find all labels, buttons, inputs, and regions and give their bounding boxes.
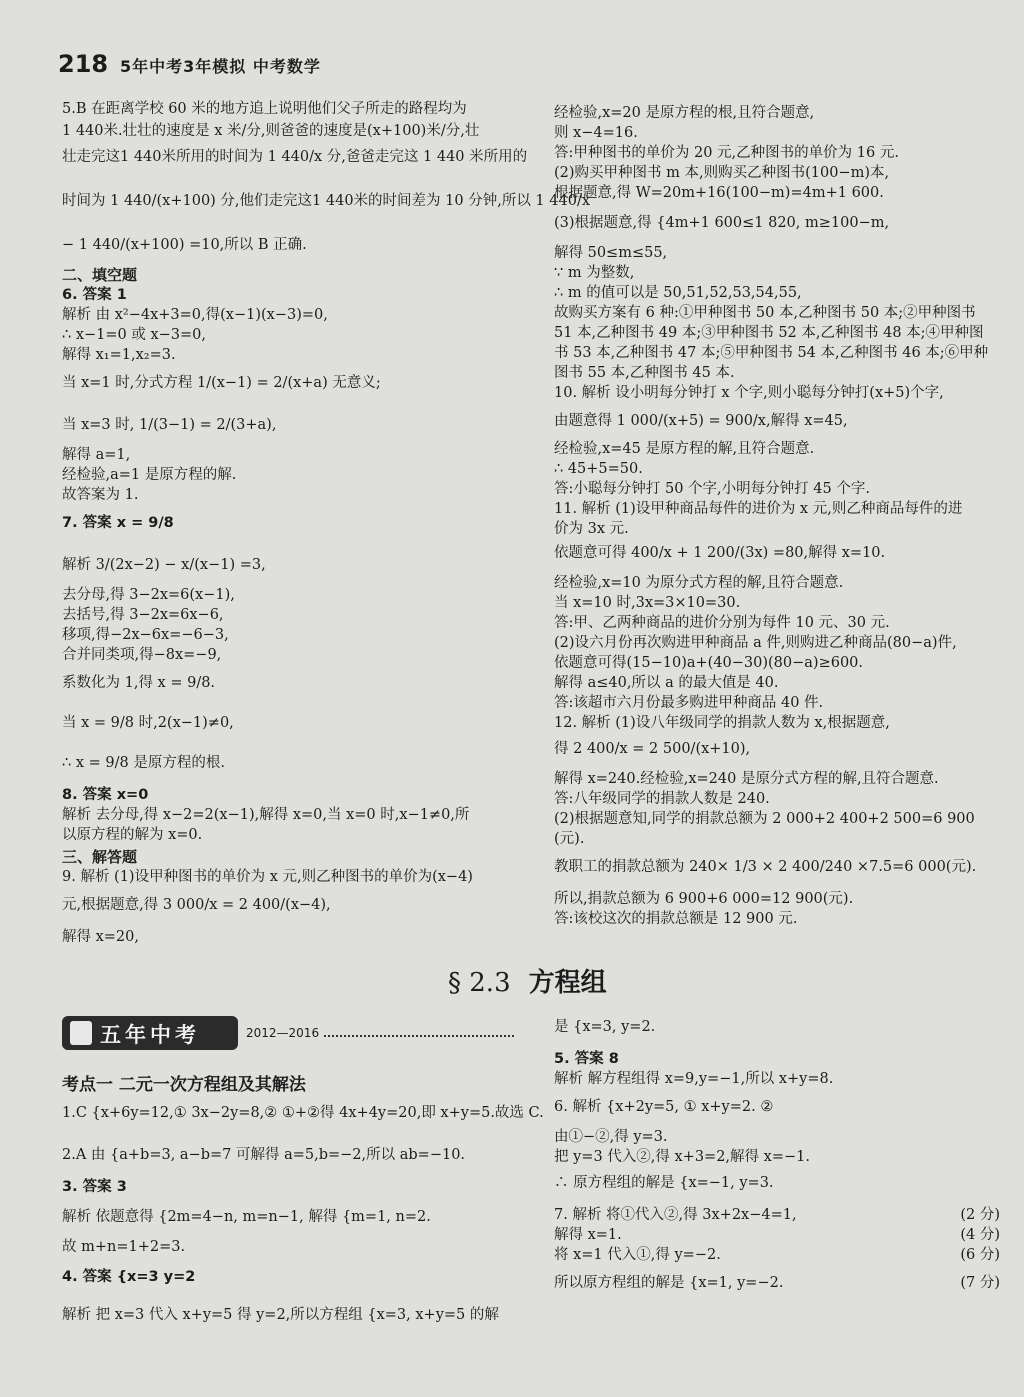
- text-line: ∴ m 的值可以是 50,51,52,53,54,55,: [554, 285, 802, 301]
- text-line: 经检验,x=45 是原方程的解,且符合题意.: [554, 441, 815, 457]
- solution-12: 12. 解析 (1)设八年级同学的捐款人数为 x,根据题意,: [554, 715, 890, 731]
- text-line: 解析 把 x=3 代入 x+y=5 得 y=2,所以方程组 {x=3, x+y=5 的解: [62, 1307, 499, 1323]
- text-line: − 1 440/(x+100) =10,所以 B 正确.: [62, 237, 307, 253]
- text-line: (2)根据题意知,同学的捐款总额为 2 000+2 400+2 500=6 900: [554, 811, 975, 827]
- text-line: 系数化为 1,得 x = 9/8.: [62, 675, 216, 691]
- section-number: § 2.3: [448, 968, 511, 998]
- text-line: 所以,捐款总额为 6 900+6 000=12 900(元).: [554, 891, 854, 907]
- text-line: 合并同类项,得−8x=−9,: [62, 647, 222, 663]
- text-line: 将 x=1 代入①,得 y=−2.: [554, 1247, 721, 1263]
- score-mark: (4 分): [960, 1227, 1000, 1243]
- text-line: 1 440米.壮壮的速度是 x 米/分,则爸爸的速度是(x+100)米/分,壮: [62, 123, 480, 139]
- text-line: 经检验,a=1 是原方程的解.: [62, 467, 237, 483]
- bottom-right-column: [554, 1018, 1000, 1308]
- text-line: 教职工的捐款总额为 240× 1/3 × 2 400/240 ×7.5=6 000(元).: [554, 859, 977, 875]
- text-line: 答:该超市六月份最多购进甲种商品 40 件.: [554, 695, 824, 711]
- topic-heading: 考点一 二元一次方程组及其解法: [62, 1075, 306, 1095]
- text-line: 书 53 本,乙种图书 47 本;⑤甲种图书 54 本,乙种图书 46 本;⑥甲种: [554, 345, 989, 361]
- text-line: 9. 解析 (1)设甲种图书的单价为 x 元,则乙种图书的单价为(x−4): [62, 869, 473, 885]
- answer-4: 4. 答案 {x=3 y=2: [62, 1269, 196, 1285]
- text-line: 根据题意,得 W=20m+16(100−m)=4m+1 600.: [554, 185, 884, 201]
- text-line: 答:该校这次的捐款总额是 12 900 元.: [554, 911, 798, 927]
- left-column: [62, 100, 591, 950]
- text-line: 则 x−4=16.: [554, 125, 638, 141]
- text-line: 2.A 由 {a+b=3, a−b=7 可解得 a=5,b=−2,所以 ab=−10.: [62, 1147, 466, 1163]
- text-line: 解得 50≤m≤55,: [554, 245, 668, 261]
- dotted-rule: [324, 1035, 514, 1037]
- answer-5: 5. 答案 8: [554, 1051, 619, 1067]
- bottom-left-column: [62, 1104, 544, 1344]
- score-mark: (6 分): [960, 1247, 1000, 1263]
- text-line: 由题意得 1 000/(x+5) = 900/x,解得 x=45,: [554, 413, 848, 429]
- text-line: (2)购买甲种图书 m 本,则购买乙种图书(100−m)本,: [554, 165, 890, 181]
- text-line: 依题意可得 400/x + 1 200/(3x) =80,解得 x=10.: [554, 545, 886, 561]
- text-line: 去分母,得 3−2x=6(x−1),: [62, 587, 235, 603]
- text-line: 得 2 400/x = 2 500/(x+10),: [554, 741, 751, 757]
- text-line: 当 x=1 时,分式方程 1/(x−1) = 2/(x+a) 无意义;: [62, 375, 381, 391]
- text-line: 当 x = 9/8 时,2(x−1)≠0,: [62, 715, 234, 731]
- score-mark: (7 分): [960, 1275, 1000, 1291]
- text-line: 解得 x=240.经检验,x=240 是原分式方程的解,且符合题意.: [554, 771, 939, 787]
- text-line: 5.B 在距离学校 60 米的地方追上说明他们父子所走的路程均为: [62, 101, 467, 117]
- text-line: 元,根据题意,得 3 000/x = 2 400/(x−4),: [62, 897, 331, 913]
- text-line: 故 m+n=1+2=3.: [62, 1239, 186, 1255]
- solution-11: 11. 解析 (1)设甲种商品每件的进价为 x 元,则乙种商品每件的进: [554, 501, 963, 517]
- text-line: 答:甲、乙两种商品的进价分别为每件 10 元、30 元.: [554, 615, 890, 631]
- text-line: ∴ 原方程组的解是 {x=−1, y=3.: [554, 1175, 774, 1191]
- section-heading-solve: 三、解答题: [62, 848, 138, 866]
- score-mark: (2 分): [960, 1207, 1000, 1223]
- document-icon: [70, 1021, 92, 1045]
- five-year-banner: [62, 1016, 522, 1052]
- answer-7: 7. 答案 x = 9/8: [62, 515, 174, 531]
- book-title: 5年中考3年模拟 中考数学: [120, 57, 321, 76]
- text-line: (2)设六月份再次购进甲种商品 a 件,则购进乙种商品(80−a)件,: [554, 635, 957, 651]
- text-line: 6. 解析 {x+2y=5, ① x+y=2. ②: [554, 1099, 774, 1115]
- text-line: 解析 依题意得 {2m=4−n, m=n−1, 解得 {m=1, n=2.: [62, 1209, 431, 1225]
- text-line: 解得 a≤40,所以 a 的最大值是 40.: [554, 675, 779, 691]
- text-line: ∴ x = 9/8 是原方程的根.: [62, 755, 225, 771]
- text-line: 时间为 1 440/(x+100) 分,他们走完这1 440米的时间差为 10 分钟,所以 1 440/x: [62, 193, 591, 209]
- page-header: [58, 50, 958, 84]
- text-line: 解得 x₁=1,x₂=3.: [62, 347, 176, 363]
- text-line: 壮走完这1 440米所用的时间为 1 440/x 分,爸爸走完这 1 440 米所用的: [62, 149, 528, 165]
- text-line: 图书 55 本,乙种图书 45 本.: [554, 365, 735, 381]
- text-line: 解析 由 x²−4x+3=0,得(x−1)(x−3)=0,: [62, 307, 328, 323]
- text-line: ∴ 45+5=50.: [554, 461, 643, 477]
- page-number: 218: [58, 50, 109, 78]
- text-line: 解析 3/(2x−2) − x/(x−1) =3,: [62, 557, 266, 573]
- text-line: 7. 解析 将①代入②,得 3x+2x−4=1,: [554, 1207, 797, 1223]
- text-line: 解得 a=1,: [62, 447, 131, 463]
- section-heading-fill-in: 二、填空题: [62, 266, 138, 284]
- text-line: 解得 x=20,: [62, 929, 139, 945]
- text-line: 所以原方程组的解是 {x=1, y=−2.: [554, 1275, 784, 1291]
- text-line: ∴ x−1=0 或 x−3=0,: [62, 327, 207, 343]
- text-line: 当 x=3 时, 1/(3−1) = 2/(3+a),: [62, 417, 277, 433]
- text-line: 答:甲种图书的单价为 20 元,乙种图书的单价为 16 元.: [554, 145, 899, 161]
- text-line: 是 {x=3, y=2.: [554, 1019, 656, 1035]
- text-line: 解得 x=1.: [554, 1227, 622, 1243]
- text-line: 当 x=10 时,3x=3×10=30.: [554, 595, 741, 611]
- text-line: 解析 解方程组得 x=9,y=−1,所以 x+y=8.: [554, 1071, 834, 1087]
- banner-label-box: [62, 1016, 238, 1050]
- right-column: [554, 100, 1004, 930]
- banner-years: 2012—2016: [246, 1026, 320, 1040]
- section-name: 方程组: [528, 968, 607, 998]
- solution-10: 10. 解析 设小明每分钟打 x 个字,则小聪每分钟打(x+5)个字,: [554, 385, 944, 401]
- text-line: (元).: [554, 831, 585, 847]
- text-line: 把 y=3 代入②,得 x+3=2,解得 x=−1.: [554, 1149, 810, 1165]
- text-line: 经检验,x=20 是原方程的根,且符合题意,: [554, 105, 815, 121]
- text-line: 去括号,得 3−2x=6x−6,: [62, 607, 224, 623]
- text-line: ∵ m 为整数,: [554, 265, 635, 281]
- text-line: 经检验,x=10 为原分式方程的解,且符合题意.: [554, 575, 844, 591]
- text-line: 解析 去分母,得 x−2=2(x−1),解得 x=0,当 x=0 时,x−1≠0,所: [62, 807, 470, 823]
- text-line: 价为 3x 元.: [554, 521, 629, 537]
- answer-8: 8. 答案 x=0: [62, 787, 149, 803]
- text-line: 由①−②,得 y=3.: [554, 1129, 668, 1145]
- answer-3: 3. 答案 3: [62, 1179, 127, 1195]
- banner-label: 五年中考: [100, 1023, 200, 1047]
- text-line: 故购买方案有 6 种:①甲种图书 50 本,乙种图书 50 本;②甲种图书: [554, 305, 976, 321]
- answer-6: 6. 答案 1: [62, 287, 127, 303]
- text-line: 答:小聪每分钟打 50 个字,小明每分钟打 45 个字.: [554, 481, 870, 497]
- text-line: 答:八年级同学的捐款人数是 240.: [554, 791, 770, 807]
- text-line: 1.C {x+6y=12,① 3x−2y=8,② ①+②得 4x+4y=20,即 x+y=5.故选 C.: [62, 1105, 544, 1121]
- text-line: 故答案为 1.: [62, 487, 139, 503]
- section-title: [448, 962, 607, 999]
- text-line: 51 本,乙种图书 49 本;③甲种图书 52 本,乙种图书 48 本;④甲种图: [554, 325, 984, 341]
- text-line: 依题意可得(15−10)a+(40−30)(80−a)≥600.: [554, 655, 864, 671]
- text-line: 移项,得−2x−6x=−6−3,: [62, 627, 229, 643]
- text-line: (3)根据题意,得 {4m+1 600≤1 820, m≥100−m,: [554, 215, 890, 231]
- text-line: 以原方程的解为 x=0.: [62, 827, 203, 843]
